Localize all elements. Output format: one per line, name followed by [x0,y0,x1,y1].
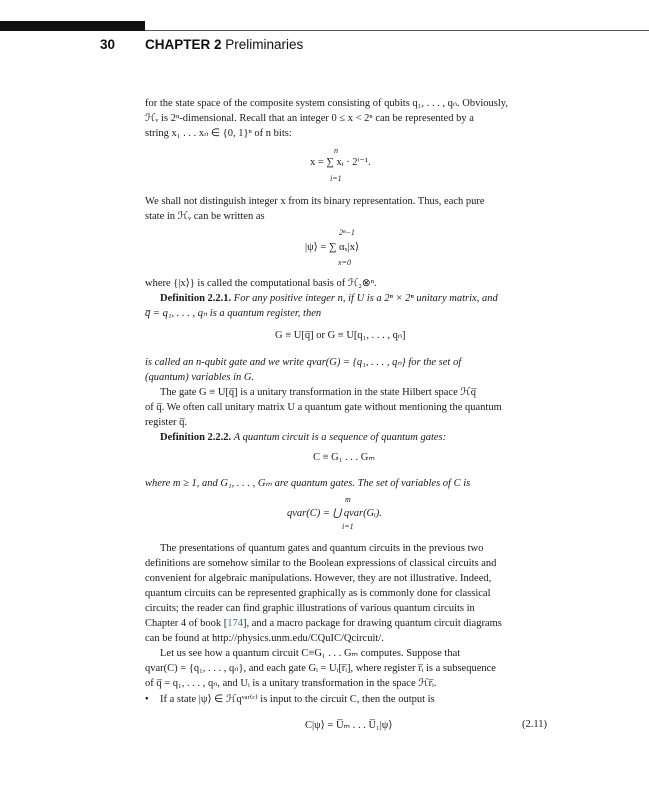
sum-upper-limit: 2ⁿ−1 [339,228,355,237]
chapter-title: Preliminaries [225,37,304,52]
sum-lower-limit: x=0 [338,258,351,267]
bullet-item-input-state: If a state |ψ⟩ ∈ ℋqᵛᵃʳ⁽ᶜ⁾ is input to the circuit C, then the output is [160,694,435,705]
page-number: 30 [100,37,116,52]
text-fragment: ], and a macro package for drawing quantum circuit diagrams [242,618,502,629]
header-black-bar [0,21,145,31]
equation-body: x = ∑ xᵢ · 2ⁱ⁻¹. [310,157,371,168]
definition-label: Definition 2.2.2. [160,432,232,443]
text-line: string x₁ . . . xₙ ∈ {0, 1}ⁿ of n bits: [145,128,292,139]
paragraph-computational-basis [145,276,550,321]
text-line: qvar(C) = {q₁, . . . , qₙ}, and each gate Gᵢ = Uᵢ[r̅ᵢ], where register r̅ᵢ is a subsequence [145,663,496,674]
equation-gate: G ≡ U[q̅] or G ≡ U[q₁, . . . , qₙ] [275,330,406,341]
definition-2-2-1-continued [145,355,550,385]
text-line: quantum circuits can be represented graphically as is commonly done for classical [145,588,491,599]
text-line: convenient for algebraic manipulations. However, they are not illustrative. Indeed, [145,573,492,584]
paragraph-circuit-computation [145,646,550,691]
paragraph-gate-transformation [145,385,550,430]
definition-2-2-1 [145,291,550,306]
text-line: where {|x⟩} is called the computational basis of ℋ₂⊗ⁿ. [145,278,377,289]
equation-body: |ψ⟩ = ∑ αₓ|x⟩ [305,242,360,253]
definition-2-2-2-continued: where m ≥ 1, and G₁, . . . , Gₘ are quantum gates. The set of variables of C is [145,478,471,489]
paragraph-binary-representation [145,194,550,224]
equation-body: qvar(C) = ⋃ qvar(Gᵢ). [287,508,382,519]
text-line: of q̅ = q₁, . . . , qₙ, and Uᵢ is a unitary transformation in the space ℋr̅ᵢ. [145,678,437,689]
text-line: The presentations of quantum gates and quantum circuits in the previous two [160,543,484,554]
text-line: of q̅. We often call unitary matrix U a quantum gate without mentioning the quantum [145,402,502,413]
equation-binary-sum [310,148,410,184]
text-line: can be found at http://physics.unm.edu/CQuIC/Qcircuit/. [145,633,384,644]
definition-label: Definition 2.2.1. [160,293,232,304]
text-line: definitions are somehow similar to the Boolean expressions of classical circuits and [145,558,497,569]
text-line: The gate G ≡ U[q̅] is a unitary transformation in the state Hilbert space ℋq̅ [160,387,477,398]
equation-circuit: C ≡ G₁ . . . Gₘ [313,452,375,463]
sum-upper-limit: n [334,146,338,155]
text-line: Let us see how a quantum circuit C≡G₁ . . . Gₘ computes. Suppose that [160,648,461,659]
equation-number: (2.11) [522,719,547,730]
text-line-with-reference [145,616,550,631]
text-line: We shall not distinguish integer x from its binary representation. Thus, each pure [145,196,485,207]
union-upper-limit: m [345,495,351,504]
equation-qvar-union [287,495,427,535]
text-line: for the state space of the composite system consisting of qubits q₁, . . . , qₙ. Obviously, [145,98,508,109]
text-line: ℋᵥ is 2ⁿ-dimensional. Recall that an integer 0 ≤ x < 2ⁿ can be represented by a [145,113,474,124]
text-fragment: Chapter 4 of book [ [145,618,228,629]
paragraph-presentations [145,541,550,646]
text-line: circuits; the reader can find graphic illustrations of various quantum circuits in [145,603,475,614]
paragraph-state-space [145,96,550,141]
text-line: is called an n-qubit gate and we write qvar(G) = {q₁, . . . , qₙ} for the set of [145,357,462,368]
union-lower-limit: i=1 [342,522,354,531]
equation-circuit-output: C|ψ⟩ = U̅ₘ . . . U̅₁|ψ⟩ [305,720,393,731]
equation-pure-state [305,228,425,268]
text-line: register q̅. [145,417,187,428]
text-line: q̅ = q₁, . . . , qₙ is a quantum register, then [145,308,322,319]
header-rule [145,30,649,31]
running-header [145,37,303,52]
text-line: state in ℋᵥ can be written as [145,211,265,222]
definition-text: A quantum circuit is a sequence of quantum gates: [233,432,447,443]
text-line: (quantum) variables in G. [145,372,255,383]
bullet-marker: • [145,694,149,705]
definition-2-2-2 [145,430,550,445]
chapter-label: CHAPTER 2 [145,37,222,52]
definition-text: For any positive integer n, if U is a 2ⁿ × 2ⁿ unitary matrix, and [233,293,498,304]
sum-lower-limit: i=1 [330,174,342,183]
citation-link[interactable]: 174 [227,618,243,629]
